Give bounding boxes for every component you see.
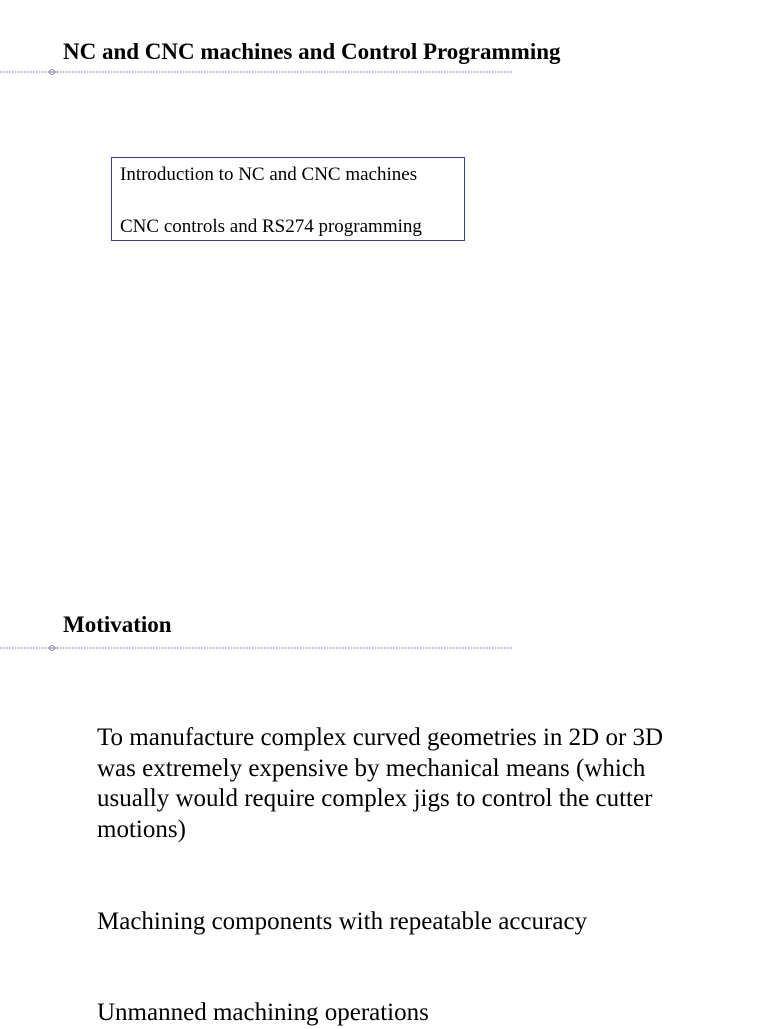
title-divider (0, 68, 512, 76)
body-paragraph: Unmanned machining operations (97, 999, 429, 1026)
toc-box (111, 157, 465, 241)
toc-item: Introduction to NC and CNC machines (120, 164, 418, 185)
section-title: Motivation (63, 612, 172, 637)
title-divider (0, 644, 512, 652)
section-title: NC and CNC machines and Control Programming (63, 39, 561, 64)
toc-item: CNC controls and RS274 programming (120, 216, 422, 237)
body-paragraph: To manufacture complex curved geometries in 2D or 3D was extremely expensive by mechanical means (which usually would require complex jigs to control the cutter motions) (97, 724, 664, 843)
body-paragraph: Machining components with repeatable accuracy (97, 908, 588, 935)
